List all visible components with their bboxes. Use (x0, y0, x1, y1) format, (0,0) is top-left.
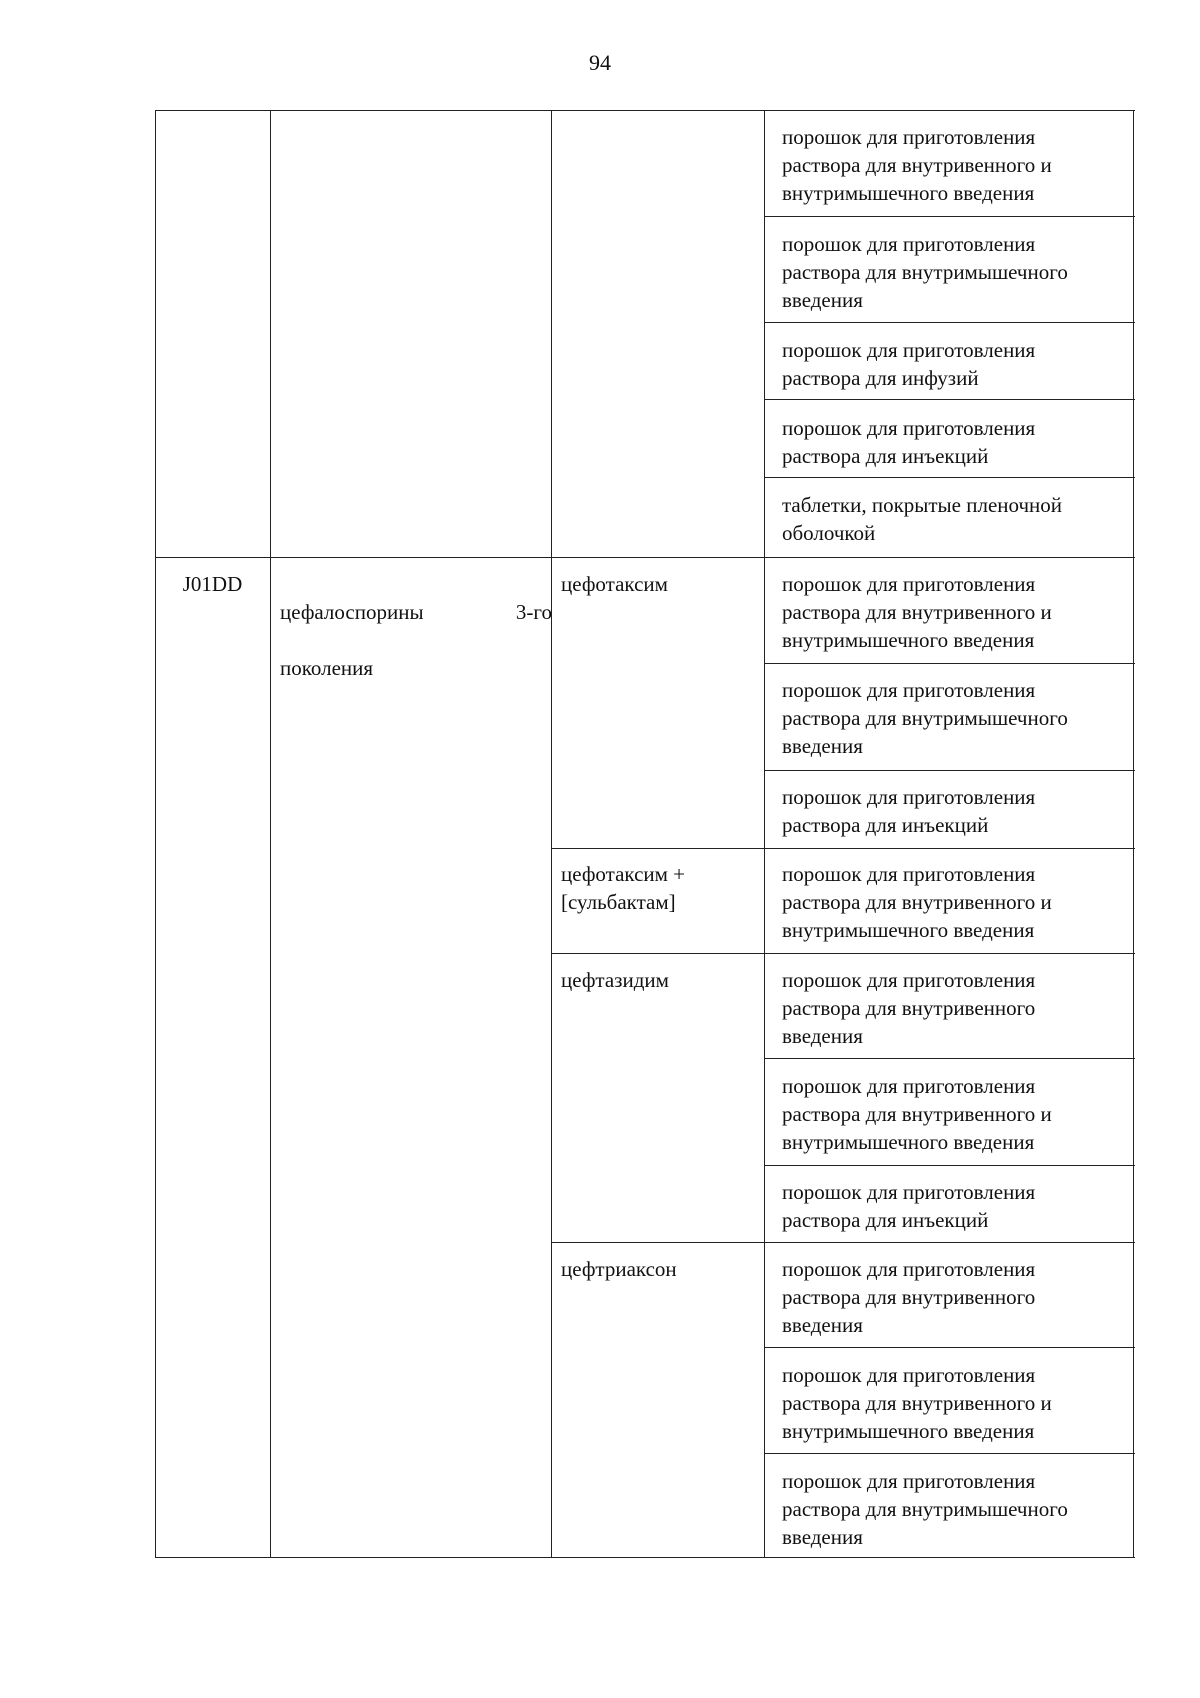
drug-name: цефтриаксон (561, 1257, 677, 1281)
dosage-form-cell: порошок для приготовления раствора для внутривенного введения (782, 968, 1036, 1048)
drug-row-separator (551, 953, 1135, 954)
dosage-form-cell: порошок для приготовления раствора для инъекций (782, 416, 1036, 468)
form-row-separator (764, 1453, 1135, 1454)
form-row-separator (764, 399, 1135, 400)
atc-group-name-part: поколения (280, 656, 374, 680)
form-row-separator (764, 1058, 1135, 1059)
form-row-separator (764, 770, 1135, 771)
drug-row-separator (551, 1242, 1135, 1243)
dosage-form-cell: порошок для приготовления раствора для внутривенного и внутримышечного введения (782, 572, 1052, 652)
dosage-form-cell: порошок для приготовления раствора для внутривенного и внутримышечного введения (782, 1074, 1052, 1154)
form-row-separator (764, 477, 1135, 478)
dosage-form-cell: порошок для приготовления раствора для внутривенного и внутримышечного введения (782, 125, 1052, 205)
dosage-form-cell: порошок для приготовления раствора для внутривенного и внутримышечного введения (782, 862, 1052, 942)
dosage-form-cell: порошок для приготовления раствора для инфузий (782, 338, 1036, 390)
drug-name: цефтазидим (561, 968, 669, 992)
form-row-separator (764, 1165, 1135, 1166)
dosage-form-cell: порошок для приготовления раствора для инъекций (782, 1180, 1036, 1232)
drug-table (155, 110, 1135, 1558)
dosage-form-cell: порошок для приготовления раствора для инъекций (782, 785, 1036, 837)
table-border-left (155, 110, 156, 1558)
group-row-separator (155, 557, 1135, 558)
dosage-form-cell: порошок для приготовления раствора для внутримышечного введения (782, 232, 1068, 312)
page-number: 94 (589, 50, 611, 75)
form-row-separator (764, 663, 1135, 664)
dosage-form-cell: порошок для приготовления раствора для внутримышечного введения (782, 1469, 1068, 1549)
form-row-separator (764, 322, 1135, 323)
atc-group-name (271, 570, 562, 710)
atc-group-name-part: цефалоспорины (280, 600, 424, 624)
table-border-bottom (155, 1557, 1135, 1558)
atc-group-name-part: 3-го (515, 600, 552, 624)
drug-name: цефотаксим + [сульбактам] (561, 862, 686, 914)
column-divider-group (551, 110, 552, 1558)
dosage-form-cell: порошок для приготовления раствора для внутримышечного введения (782, 678, 1068, 758)
column-divider-code (270, 110, 271, 1558)
column-divider-drug (764, 110, 765, 1558)
dosage-form-cell: таблетки, покрытые пленочной оболочкой (782, 493, 1063, 545)
form-row-separator (764, 1347, 1135, 1348)
drug-row-separator (551, 848, 1135, 849)
dosage-form-cell: порошок для приготовления раствора для внутривенного введения (782, 1257, 1036, 1337)
form-row-separator (764, 216, 1135, 217)
table-border-top (155, 110, 1135, 111)
dosage-form-cell: порошок для приготовления раствора для внутривенного и внутримышечного введения (782, 1363, 1052, 1443)
drug-name: цефотаксим (561, 572, 668, 596)
atc-code: J01DD (182, 572, 243, 596)
